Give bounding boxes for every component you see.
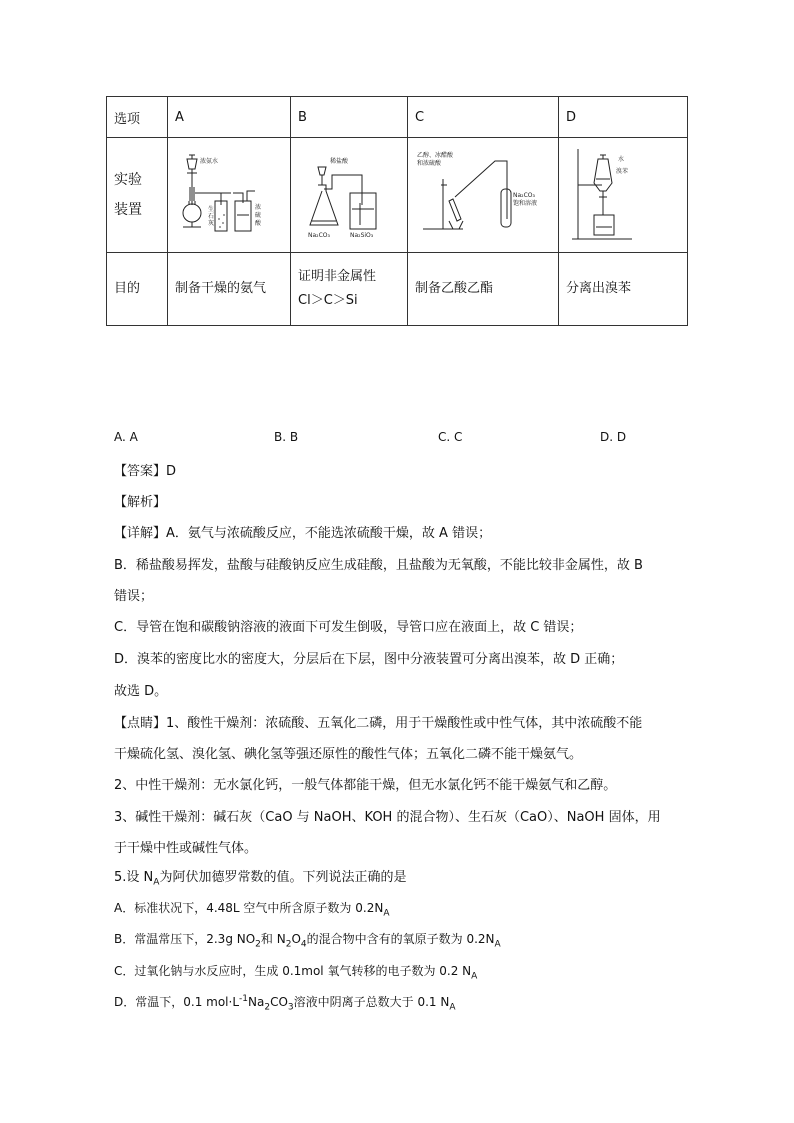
q5-a-sub: A bbox=[383, 908, 390, 919]
answer-line bbox=[114, 460, 176, 479]
experiment-table bbox=[106, 96, 688, 326]
apparatus-a bbox=[168, 138, 291, 253]
q5-b-o: O bbox=[291, 932, 301, 946]
purpose-b-line1: 证明非金属性 bbox=[298, 269, 377, 284]
answer-choices bbox=[114, 430, 674, 446]
label-saturated-solution: 饱和溶液 bbox=[513, 200, 538, 207]
q5-b-s1: 2 bbox=[255, 939, 261, 950]
table-header-row bbox=[107, 97, 688, 138]
label-bromobenzene: 溴苯 bbox=[616, 168, 629, 175]
q5-b-s3: 4 bbox=[300, 939, 307, 950]
apparatus-b bbox=[291, 138, 408, 253]
q5-option-d[interactable] bbox=[114, 993, 456, 1012]
q5-stem-sub: A bbox=[153, 877, 160, 888]
label-conc-ammonia: 浓氨水 bbox=[200, 158, 219, 165]
q5-d-sub: A bbox=[449, 1002, 456, 1013]
answer-value: D bbox=[166, 464, 177, 479]
detail-d: D．溴苯的密度比水的密度大，分层后在下层，图中分液装置可分离出溴苯，故 D 正确； bbox=[114, 652, 624, 667]
label-dilute-hcl: 稀盐酸 bbox=[330, 158, 349, 165]
label-water: 水 bbox=[618, 156, 625, 163]
note-l3: 2、中性干燥剂：无水氯化钙，一般气体都能干燥，但无水氯化钙不能干燥氨气和乙醇。 bbox=[114, 778, 617, 793]
detail-a-line bbox=[114, 522, 491, 541]
apparatus-label bbox=[107, 138, 168, 253]
label-conc-sulfuric: 和浓硫酸 bbox=[417, 160, 442, 167]
purpose-d: 分离出溴苯 bbox=[559, 253, 688, 326]
detail-b1: B．稀盐酸易挥发，盐酸与硅酸钠反应生成硅酸，且盐酸为无氧酸，不能比较非金属性，故 B bbox=[114, 558, 643, 573]
q5-d-sup: -1 bbox=[239, 994, 248, 1004]
note-tag: 【点睛】 bbox=[114, 716, 167, 731]
acid-strength-apparatus-diagram bbox=[298, 149, 390, 241]
label-na2co3: Na₂CO₃ bbox=[308, 232, 330, 239]
detail-c: C．导管在饱和碳酸钠溶液的液面下可发生倒吸，导管口应在液面上，故 C 错误； bbox=[114, 620, 583, 635]
label-na2co3-c: Na₂CO₃ bbox=[513, 192, 535, 199]
ethyl-acetate-apparatus-diagram bbox=[415, 149, 539, 241]
table-purpose-row bbox=[107, 253, 688, 326]
table-apparatus-row bbox=[107, 138, 688, 253]
apparatus-label-line2: 装置 bbox=[114, 202, 142, 218]
apparatus-label-line1: 实验 bbox=[114, 172, 142, 188]
label-quicklime-3: 灰 bbox=[208, 220, 215, 227]
header-b: B bbox=[291, 97, 408, 138]
apparatus-c bbox=[408, 138, 559, 253]
q5-stem-pre: 5.设 N bbox=[114, 870, 154, 885]
label-quicklime-2: 石 bbox=[208, 213, 215, 220]
label-sulfuric-3: 酸 bbox=[255, 220, 262, 227]
q5-b-pre: B．常温常压下，2.3g NO bbox=[114, 932, 256, 946]
apparatus-d bbox=[559, 138, 688, 253]
choice-b[interactable]: B. B bbox=[274, 430, 299, 444]
q5-c-sub: A bbox=[471, 971, 478, 982]
detail-tag: 【详解】 bbox=[114, 526, 167, 541]
note-l4: 3、碱性干燥剂：碱石灰（CaO 与 NaOH、KOH 的混合物）、生石灰（CaO）、NaOH 固体，用 bbox=[114, 810, 661, 825]
header-a: A bbox=[168, 97, 291, 138]
q5-c-text: C．过氧化钠与水反应时，生成 0.1mol 氧气转移的电子数为 0.2 N bbox=[114, 964, 472, 978]
note-l1: 1、酸性干燥剂：浓硫酸、五氧化二磷，用于干燥酸性或中性气体，其中浓硫酸不能 bbox=[166, 716, 643, 731]
q5-d-post: 溶液中阴离子总数大于 0.1 N bbox=[293, 995, 450, 1009]
header-option: 选项 bbox=[107, 97, 168, 138]
choice-c[interactable]: C. C bbox=[438, 430, 463, 444]
q5-option-c[interactable] bbox=[114, 962, 477, 981]
q5-d-co: CO bbox=[270, 995, 288, 1009]
label-sulfuric-1: 浓 bbox=[255, 204, 262, 211]
q5-b-sub: A bbox=[494, 939, 501, 950]
q5-option-b[interactable] bbox=[114, 930, 501, 949]
purpose-a: 制备干燥的氨气 bbox=[168, 253, 291, 326]
ammonia-drying-apparatus-diagram bbox=[175, 149, 267, 241]
separating-funnel-diagram bbox=[566, 145, 666, 245]
q5-b-s2: 2 bbox=[285, 939, 292, 950]
q5-option-a[interactable] bbox=[114, 899, 389, 918]
detail-b2: 错误； bbox=[114, 589, 154, 604]
detail-conclusion: 故选 D。 bbox=[114, 684, 168, 699]
label-ethanol-acetic: 乙醇、冰醋酸 bbox=[417, 152, 454, 159]
q5-a-text: A．标准状况下，4.48L 空气中所含原子数为 0.2N bbox=[114, 901, 384, 915]
purpose-label: 目的 bbox=[107, 253, 168, 326]
q5-d-pre: D．常温下，0.1 mol·L bbox=[114, 995, 240, 1009]
note-line1 bbox=[114, 712, 642, 731]
label-quicklime-1: 生 bbox=[208, 206, 215, 213]
purpose-b-line2: Cl＞C＞Si bbox=[298, 293, 358, 308]
q5-stem bbox=[114, 866, 406, 888]
q5-d-na: Na bbox=[248, 995, 265, 1009]
note-l5: 于干燥中性或碱性气体。 bbox=[114, 841, 258, 856]
label-sulfuric-2: 硫 bbox=[255, 212, 262, 219]
q5-b-post: 的混合物中含有的氧原子数为 0.2N bbox=[306, 932, 495, 946]
label-na2sio3: Na₂SiO₃ bbox=[350, 232, 374, 239]
header-c: C bbox=[408, 97, 559, 138]
answer-tag: 【答案】 bbox=[114, 464, 167, 479]
q5-b-mid: 和 N bbox=[260, 932, 286, 946]
purpose-b bbox=[291, 253, 408, 326]
q5-d-s2: 3 bbox=[287, 1002, 294, 1013]
detail-a: A．氨气与浓硫酸反应，不能选浓硫酸干燥，故 A 错误； bbox=[166, 526, 492, 541]
note-l2: 干燥硫化氢、溴化氢、碘化氢等强还原性的酸性气体；五氧化二磷不能干燥氨气。 bbox=[114, 747, 583, 762]
choice-a[interactable]: A. A bbox=[114, 430, 138, 444]
q5-stem-post: 为阿伏加德罗常数的值。下列说法正确的是 bbox=[159, 870, 407, 885]
analysis-tag: 【解析】 bbox=[114, 495, 167, 510]
q5-d-s1: 2 bbox=[264, 1002, 271, 1013]
choice-d[interactable]: D. D bbox=[600, 430, 627, 444]
purpose-c: 制备乙酸乙酯 bbox=[408, 253, 559, 326]
header-d: D bbox=[559, 97, 688, 138]
